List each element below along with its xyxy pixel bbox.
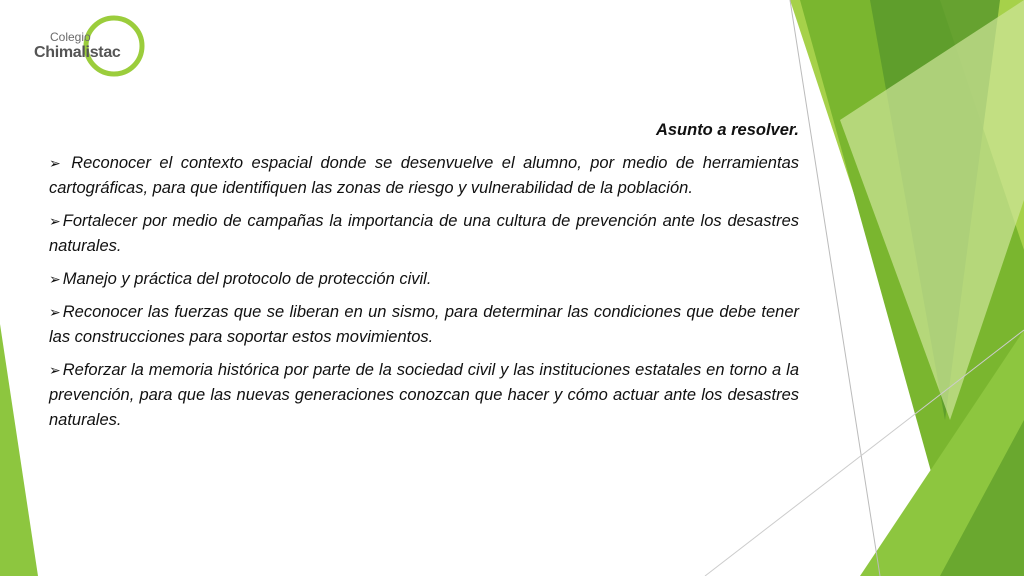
left-green-triangle xyxy=(0,324,38,576)
bullet-text: Fortalecer por medio de campañas la importancia de una cultura de prevención ante los desastres naturales. xyxy=(49,212,799,255)
content-area xyxy=(49,118,799,441)
bullet-arrow-icon: ➢ xyxy=(49,155,61,171)
bullet-text: Reconocer el contexto espacial donde se desenvuelve el alumno, por medio de herramientas cartográficas, para que identifiquen las zonas de riesgo y vulnerabilidad de la población. xyxy=(49,154,799,197)
logo-text-colegio: Colegio xyxy=(50,30,91,44)
bullet-text: Reforzar la memoria histórica por parte de la sociedad civil y las instituciones estatales en torno a la prevención, para que las nuevas generaciones conozcan que hacer y cómo actuar ante los desastres naturales. xyxy=(49,361,799,429)
bullet-arrow-icon: ➢ xyxy=(49,304,61,320)
bullet-item xyxy=(49,300,799,350)
bullet-item xyxy=(49,151,799,201)
heading: Asunto a resolver. xyxy=(655,121,799,139)
logo-text-chimalistac: Chimalistac xyxy=(34,44,121,61)
bullet-arrow-icon: ➢ xyxy=(49,213,61,229)
bullet-item xyxy=(49,267,799,292)
bullet-text: Manejo y práctica del protocolo de protección civil. xyxy=(62,270,432,288)
bullet-item xyxy=(49,358,799,433)
bullet-arrow-icon: ➢ xyxy=(49,271,61,287)
bullet-text: Reconocer las fuerzas que se liberan en un sismo, para determinar las condiciones que debe tener las construcciones para soportar estos movimientos. xyxy=(49,303,799,346)
bullet-arrow-icon: ➢ xyxy=(49,362,61,378)
bullet-item xyxy=(49,209,799,259)
